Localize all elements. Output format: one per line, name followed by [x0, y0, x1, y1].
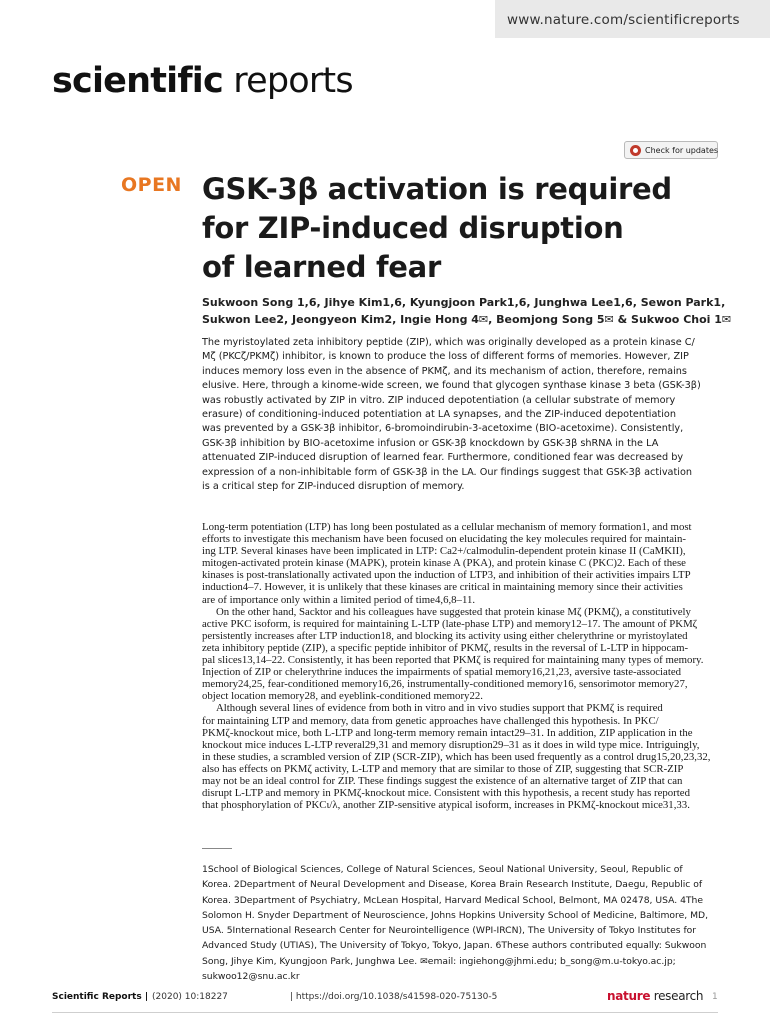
masthead-light: reports: [222, 61, 353, 101]
body-text: [202, 521, 718, 811]
abstract-line: elusive. Here, through a kinome-wide screen, we found that glycogen synthase kinase 3 beta (GSK-3β): [202, 380, 701, 392]
title-line: of learned fear: [202, 250, 441, 284]
affiliation-line: 1School of Biological Sciences, College of Natural Sciences, Seoul National University, Seoul, Republic of: [202, 864, 683, 875]
open-access-label: OPEN: [121, 174, 182, 196]
brand-light: research: [650, 989, 704, 1003]
abstract-line: GSK-3β inhibition by BIO-acetoxime infusion or GSK-3β knockdown by GSK-3β shRNA in the LA: [202, 437, 659, 449]
abstract: [202, 336, 716, 494]
affiliations: [202, 862, 718, 984]
body-line: Although several lines of evidence from both in vitro and in vivo studies support that PKMζ is required: [216, 702, 663, 715]
abstract-line: expression of a non-inhibitable form of GSK-3β in the LA. Our findings suggest that GSK-3β activation: [202, 466, 693, 478]
affiliation-line: Korea. 3Department of Psychiatry, McLean Hospital, Harvard Medical School, Belmont, MA 02478, USA. 4The: [202, 894, 704, 906]
author-list: [202, 294, 742, 328]
masthead-bold: scientific: [52, 61, 223, 101]
nature-research-logo: [607, 989, 703, 1003]
abstract-line: Mζ (PKCζ/PKMζ) inhibitor, is known to produce the loss of different forms of memories. However, ZIP: [202, 351, 689, 363]
body-line: active PKC isoform, is required for maintaining L-LTP (late-phase LTP) and memory12–17. The amount of PKMζ: [202, 617, 698, 630]
journal-url[interactable]: www.nature.com/scientificreports: [507, 12, 740, 28]
abstract-line: attenuated ZIP-induced disruption of learned fear. Furthermore, conditioned fear was decreased by: [202, 452, 684, 464]
body-line: kinases is post-translationally activated upon the induction of LTP3, and inhibition of their activities impairs LTP: [202, 569, 691, 582]
affiliation-divider: [202, 848, 232, 849]
author-line: Sukwoon Song 1,6, Jihye Kim1,6, Kyungjoon Park1,6, Junghwa Lee1,6, Sewon Park1,: [202, 296, 726, 309]
body-line: may not be an ideal control for ZIP. These findings suggest the existence of an alternative target of ZIP that can: [202, 774, 683, 787]
body-line: knockout mice induces L-LTP reveral29,31 and memory disruption29–31 as it does in wild type mice. Intriguingly,: [202, 738, 700, 751]
footer-rule: [52, 1012, 718, 1013]
abstract-line: The myristoylated zeta inhibitory peptide (ZIP), which was originally developed as a protein kinase C/: [202, 337, 695, 348]
body-line: persistently increases after LTP induction18, and blocking its activity using either chelerythrine or myristoylated: [202, 629, 688, 642]
journal-url-tab[interactable]: [495, 0, 770, 38]
body-line: On the other hand, Sacktor and his colleagues have suggested that protein kinase Mζ (PKMζ), a constitutively: [216, 605, 691, 618]
affiliation-line: Advanced Study (UTIAS), The University of Tokyo, Tokyo, Japan. 6These authors contributed equally: Sukwoon: [202, 940, 707, 952]
check-for-updates-label: Check for updates: [645, 146, 719, 155]
footer-journal: Scientific Reports |: [52, 992, 149, 1002]
abstract-line: was robustly activated by ZIP in vitro. ZIP induced depotentiation (a cellular substrate of memory: [202, 394, 676, 406]
affiliation-line: Song, Jihye Kim, Kyungjoon Park, Junghwa Lee. ✉email: ingiehong@jhmi.edu; b_song@m.u-tokyo.ac.jp;: [202, 955, 676, 967]
body-line: object location memory28, and eyeblink-conditioned memory22.: [202, 690, 483, 703]
brand-bold: nature: [607, 989, 651, 1003]
affiliation-line: Solomon H. Snyder Department of Neuroscience, Johns Hopkins University School of Medicine, Baltimore, MD,: [202, 909, 709, 921]
body-line: mitogen-activated protein kinase (MAPK), protein kinase A (PKA), and protein kinase C (PKC)2. Each of these: [202, 557, 686, 570]
affiliation-line: USA. 5International Research Center for Neurointelligence (WPI-IRCN), The University of Tokyo Institutes for: [202, 925, 697, 937]
body-line: that phosphorylation of PKCι/λ, another ZIP-sensitive atypical isoform, increases in PKMζ-knockout mice31,33.: [202, 799, 690, 812]
author-line: Sukwon Lee2, Jeongyeon Kim2, Ingie Hong 4✉, Beomjong Song 5✉ & Sukwoo Choi 1✉: [202, 313, 732, 326]
body-line: PKMζ-knockout mice, both L-LTP and long-term memory remain intact29–31. In addition, ZIP application in the: [202, 726, 693, 739]
body-line: zeta inhibitory peptide (ZIP), a specific peptide inhibitor of PKMζ, results in the reversal of L-LTP in hippocam-: [202, 641, 689, 654]
footer-doi-link[interactable]: | https://doi.org/10.1038/s41598-020-75130-5: [290, 992, 498, 1002]
body-line: also has effects on PKMζ activity, L-LTP and memory that are similar to those of ZIP, suggesting that SCR-ZIP: [202, 762, 684, 775]
body-line: Long-term potentiation (LTP) has long been postulated as a cellular mechanism of memory formation1, and most: [202, 521, 692, 533]
abstract-line: induces memory loss even in the absence of PKMζ, and its mechanism of action, therefore, remains: [202, 365, 687, 377]
body-line: memory24,25, fear-conditioned memory16,26, instrumentally-conditioned memory16, sensorimotor memory27,: [202, 678, 688, 691]
check-for-updates-button[interactable]: [624, 141, 718, 159]
abstract-line: erasure) of conditioning-induced potentiation at LA synapses, and the ZIP-induced depotentiation: [202, 409, 676, 421]
body-line: efforts to investigate this mechanism have been focused on elucidating the key molecules required for maintain-: [202, 533, 687, 546]
affiliation-line: Korea. 2Department of Neural Development and Disease, Korea Brain Research Institute, Daegu, Republic of: [202, 879, 703, 891]
body-line: ing LTP. Several kinases have been implicated in LTP: Ca2+/calmodulin-dependent protein kinase II (CaMKII),: [202, 545, 686, 558]
journal-masthead: [52, 61, 353, 101]
crossmark-icon: [630, 145, 641, 156]
body-line: pal slices13,14–22. Consistently, it has been reported that PKMζ is required for maintaining many types of memory.: [202, 654, 704, 667]
body-line: for maintaining LTP and memory, data from genetic approaches have challenged this hypothesis. In PKC/: [202, 714, 659, 727]
body-line: Injection of ZIP or chelerythrine induces the impairments of spatial memory16,21,23, aversive taste-associated: [202, 666, 682, 679]
abstract-line: is a critical step for ZIP-induced disruption of memory.: [202, 481, 465, 493]
body-line: are of importance only within a limited period of time4,6,8–11.: [202, 593, 476, 606]
body-line: induction4–7. However, it is unlikely that these kinases are critical in maintaining memory since their activities: [202, 581, 683, 594]
body-line: disrupt L-LTP and memory in PKMζ-knockout mice. Consistent with this hypothesis, a recent study has reported: [202, 787, 690, 800]
page-number: 1: [712, 992, 718, 1002]
title-line: GSK-3β activation is required: [202, 172, 672, 206]
body-line: in these studies, a scrambled version of ZIP (SCR-ZIP), which has been used frequently as a control drug15,20,23,32,: [202, 750, 711, 763]
footer-volume: (2020) 10:18227: [152, 992, 228, 1002]
title-line: for ZIP-induced disruption: [202, 211, 624, 245]
abstract-line: was prevented by a GSK-3β inhibitor, 6-bromoindirubin-3-acetoxime (BIO-acetoxime). Consistently,: [202, 423, 684, 435]
article-title: [202, 170, 722, 287]
affiliation-line: sukwoo12@snu.ac.kr: [202, 971, 300, 983]
